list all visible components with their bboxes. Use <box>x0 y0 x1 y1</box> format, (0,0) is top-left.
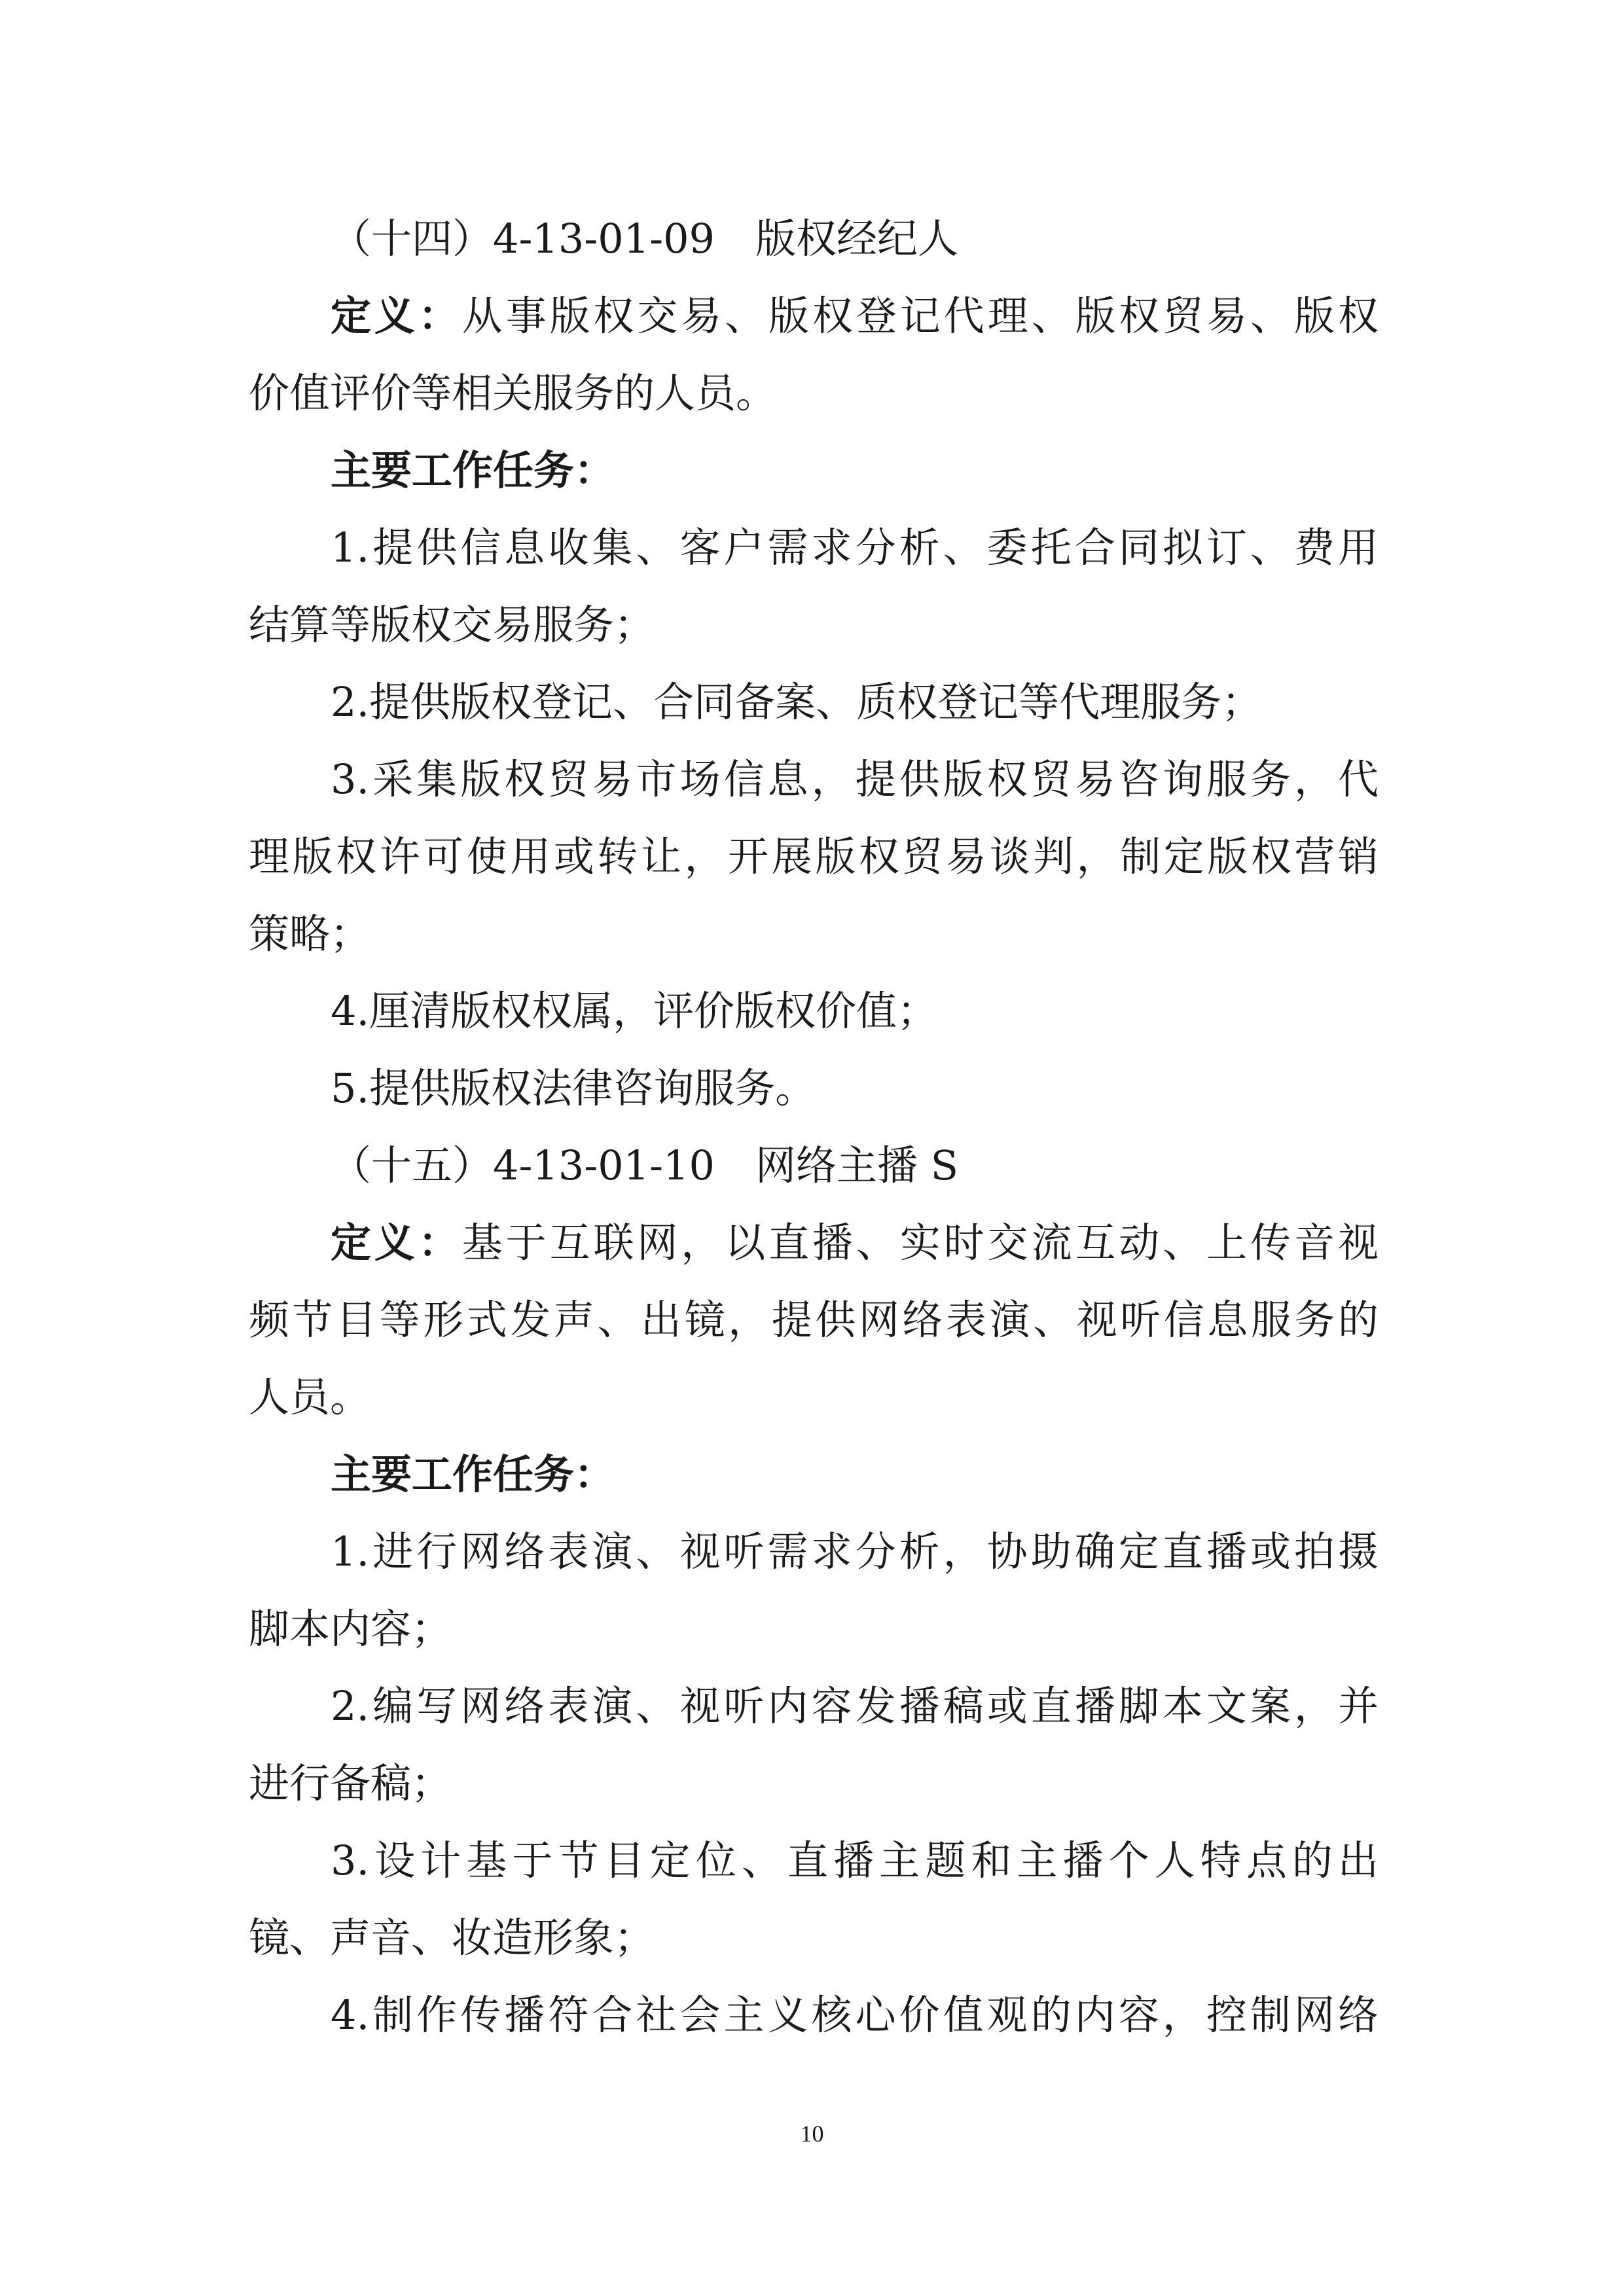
task-15-3-line-2: 镜、声音、妆造形象； <box>249 1914 655 1962</box>
task-14-3-line-3: 策略； <box>249 910 371 958</box>
definition-label: 定义： <box>331 1219 462 1266</box>
tasks-title-15: 主要工作任务： <box>331 1450 615 1498</box>
definition-15-line-3: 人员。 <box>249 1373 371 1421</box>
definition-14-line-1 <box>331 290 1379 342</box>
definition-text: 基于互联网，以直播、实时交流互动、上传音视 <box>461 1219 1379 1266</box>
definition-text: 从事版权交易、版权登记代理、版权贸易、版权 <box>461 292 1379 340</box>
task-14-5: 5.提供版权法律咨询服务。 <box>331 1064 816 1112</box>
definition-15-line-1 <box>331 1217 1379 1269</box>
definition-15-line-2: 频节目等形式发声、出镜，提供网络表演、视听信息服务的 <box>249 1296 1379 1344</box>
task-14-3-line-1: 3.采集版权贸易市场信息，提供版权贸易咨询服务，代 <box>331 755 1379 803</box>
task-15-4-line-1: 4.制作传播符合社会主义核心价值观的内容，控制网络 <box>331 1991 1379 2039</box>
task-14-3-line-2: 理版权许可使用或转让，开展版权贸易谈判，制定版权营销 <box>249 833 1379 880</box>
definition-14-line-2: 价值评价等相关服务的人员。 <box>249 369 777 417</box>
task-15-1-line-2: 脚本内容； <box>249 1605 452 1653</box>
task-15-2-line-1: 2.编写网络表演、视听内容发播稿或直播脚本文案，并 <box>331 1682 1379 1730</box>
task-14-1-line-1: 1.提供信息收集、客户需求分析、委托合同拟订、费用 <box>331 524 1379 571</box>
task-14-2: 2.提供版权登记、合同备案、质权登记等代理服务； <box>331 678 1263 726</box>
task-15-1-line-1: 1.进行网络表演、视听需求分析，协助确定直播或拍摄 <box>331 1528 1379 1575</box>
tasks-title-14: 主要工作任务： <box>331 446 615 494</box>
task-15-3-line-1: 3.设计基于节目定位、直播主题和主播个人特点的出 <box>331 1837 1379 1884</box>
definition-label: 定义： <box>331 292 462 340</box>
section-heading-15: （十五）4-13-01-10 网络主播 S <box>331 1141 959 1189</box>
task-14-1-line-2: 结算等版权交易服务； <box>249 601 655 649</box>
task-14-4: 4.厘清版权权属，评价版权价值； <box>331 987 938 1035</box>
page-number: 10 <box>800 2121 824 2147</box>
task-15-2-line-2: 进行备稿； <box>249 1759 452 1807</box>
section-heading-14: （十四）4-13-01-09 版权经纪人 <box>331 215 958 262</box>
